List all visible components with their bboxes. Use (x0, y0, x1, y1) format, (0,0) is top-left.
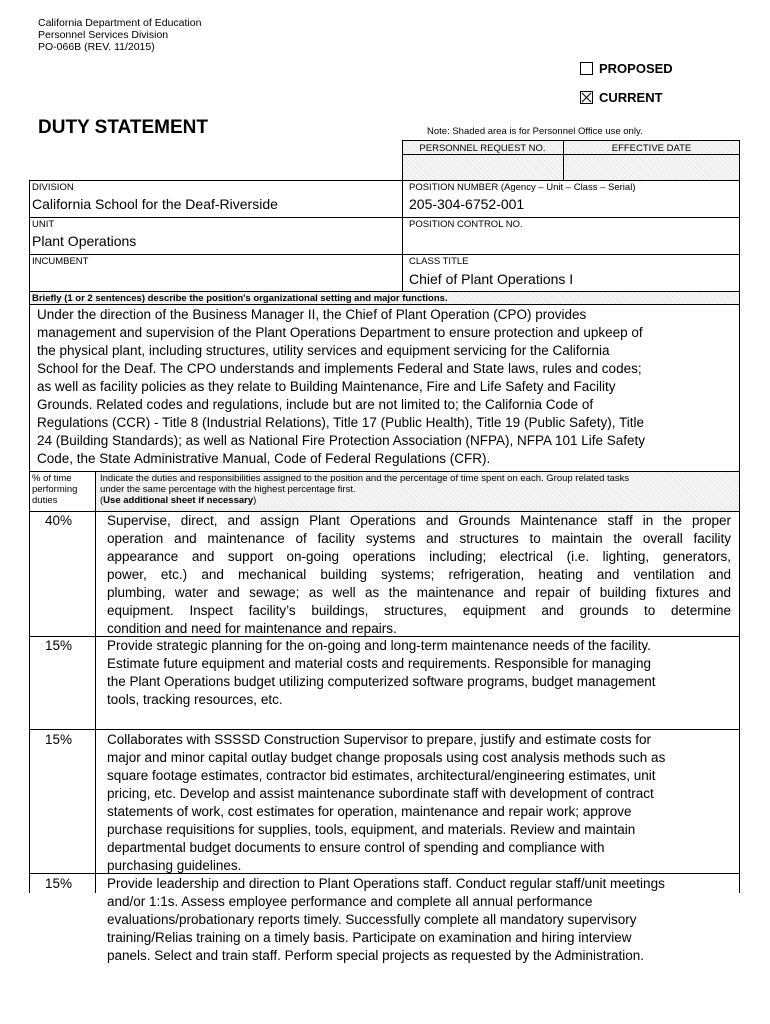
duty-line: evaluations/probationary reports timely. Successfully complete all mandatory supervisory (107, 912, 637, 927)
class-title-label: CLASS TITLE (409, 256, 469, 267)
proposed-checkbox[interactable] (580, 62, 593, 75)
percent-header-line: % of time (32, 473, 72, 484)
duty-line: power, etc.) and mechanical building systems; refrigeration, heating and ventilation and (107, 567, 731, 582)
duty-line: Estimate future equipment and material costs and requirements. Responsible for managing (107, 656, 652, 671)
position-number-value[interactable]: 205-304-6752-001 (409, 196, 525, 212)
duty-percent[interactable]: 15% (44, 876, 73, 891)
duty-line: purchase requisitions for supplies, tools, equipment, and materials. Review and maintain (107, 822, 636, 837)
position-control-label: POSITION CONTROL NO. (409, 219, 523, 230)
duty-line: pricing, etc. Develop and assist maintenance subordinate staff with development of contract (107, 786, 654, 801)
duty-line: Provide strategic planning for the on-going and long-term maintenance needs of the facility. (107, 638, 651, 653)
duty-line: panels. Select and train staff. Perform special projects as requested by the Administration. (107, 948, 645, 963)
division-value[interactable]: California School for the Deaf-Riverside (32, 196, 278, 212)
setting-description[interactable] (37, 306, 737, 468)
duty-percent[interactable]: 15% (44, 638, 73, 653)
duty-line: plumbing, water and sewage; as well as the maintenance and repair of building fixtures and (107, 585, 731, 600)
percent-header-line: duties (32, 495, 58, 506)
duty-line: the Plant Operations budget utilizing computerized software programs, budget management (107, 674, 656, 689)
instructions-line: Indicate the duties and responsibilities assigned to the position and the percentage of time spent on each. Group related tasks (100, 473, 630, 484)
position-number-label: POSITION NUMBER (Agency – Unit – Class – Serial) (409, 182, 636, 193)
duty-line: condition and need for maintenance and repairs. (107, 621, 397, 636)
setting-line: the physical plant, including structures, utility services and equipment servicing for the California (37, 343, 610, 358)
current-checkbox[interactable] (580, 91, 593, 104)
setting-line: management and supervision of the Plant Operations Department to ensure protection and upkeep of (37, 325, 643, 340)
duty-percent[interactable]: 40% (44, 513, 73, 528)
duty-line: statements of work, cost estimates for operation, maintenance and repair work; approve (107, 804, 632, 819)
current-label: CURRENT (599, 90, 663, 106)
duty-line: training/Relias training on a timely basis. Participate on examination and hiring interview (107, 930, 632, 945)
duty-description[interactable] (107, 512, 731, 638)
page-title: DUTY STATEMENT (38, 117, 208, 138)
percent-header (32, 473, 94, 506)
duty-line: departmental budget documents to ensure control of spending and compliance with (107, 840, 605, 855)
duty-line: equipment. Inspect facility’s buildings, structures, equipment and grounds to determine (107, 603, 731, 618)
setting-line: Under the direction of the Business Manager II, the Chief of Plant Operation (CPO) provides (37, 307, 587, 322)
proposed-label: PROPOSED (599, 61, 673, 77)
proposed-option[interactable] (580, 60, 673, 78)
additional-sheet-note: Use additional sheet if necessary (103, 495, 254, 506)
duty-line: square footage estimates, contractor bid estimates, architectural/engineering estimates, unit (107, 768, 656, 783)
setting-line: Code, the State Administrative Manual, Code of Federal Regulations (CFR). (37, 451, 491, 466)
unit-label: UNIT (32, 219, 55, 230)
duty-description[interactable] (107, 875, 737, 965)
duty-line: Provide leadership and direction to Plant Operations staff. Conduct regular staff/unit meetings (107, 876, 665, 891)
setting-line: 24 (Building Standards); as well as National Fire Protection Association (NFPA), NFPA 101 Life Safety (37, 433, 646, 448)
duties-instructions (100, 473, 738, 506)
setting-line: Grounds. Related codes and regulations, include but are not limited to; the California Code of (37, 397, 594, 412)
duty-description[interactable] (107, 637, 731, 709)
duty-line: operation and maintenance of facility systems and structures to maintain the overall facility (107, 531, 731, 546)
duty-line: appearance and support on-going operations including; electrical (i.e. lighting, generators, (107, 549, 731, 564)
setting-line: as well as facility policies as they relate to Building Maintenance, Fire and Life Safety and Facility (37, 379, 616, 394)
duty-line: major and minor capital outlay budget change proposals using cost analysis methods such as (107, 750, 666, 765)
instructions-line: under the same percentage with the highest percentage first. (100, 484, 356, 495)
class-title-value[interactable]: Chief of Plant Operations I (409, 271, 574, 287)
incumbent-label: INCUMBENT (32, 256, 89, 267)
instructions-line-3: (Use additional sheet if necessary) (100, 495, 257, 506)
percent-header-line: performing (32, 484, 78, 495)
effective-date-label: EFFECTIVE DATE (611, 143, 692, 154)
duty-line: Supervise, direct, and assign Plant Operations and Grounds Maintenance staff in the proper (107, 513, 731, 528)
form-header (38, 17, 201, 53)
duty-line: Collaborates with SSSSD Construction Supervisor to prepare, justify and estimate costs for (107, 732, 651, 747)
personnel-request-label: PERSONNEL REQUEST NO. (419, 143, 546, 154)
duty-line: purchasing guidelines. (107, 858, 242, 873)
setting-label: Briefly (1 or 2 sentences) describe the position's organizational setting and major functions. (32, 293, 448, 304)
shaded-area-note: Note: Shaded area is for Personnel Office use only. (427, 126, 643, 137)
duty-line: and/or 1:1s. Assess employee performance and complete all annual performance (107, 894, 593, 909)
setting-line: School for the Deaf. The CPO understands and implements Federal and State laws, rules and codes; (37, 361, 642, 376)
setting-line: Regulations (CCR) - Title 8 (Industrial Relations), Title 17 (Public Health), Title 19 (Public Safety), Title (37, 415, 644, 430)
form-number: PO-066B (REV. 11/2015) (38, 41, 155, 53)
duty-description[interactable] (107, 731, 737, 875)
current-option[interactable] (580, 89, 663, 107)
duty-line: tools, tracking resources, etc. (107, 692, 283, 707)
division-label: DIVISION (32, 182, 74, 193)
duty-percent[interactable]: 15% (44, 732, 73, 747)
unit-value[interactable]: Plant Operations (32, 233, 137, 249)
division-name: Personnel Services Division (38, 29, 169, 41)
agency-name: California Department of Education (38, 17, 202, 29)
